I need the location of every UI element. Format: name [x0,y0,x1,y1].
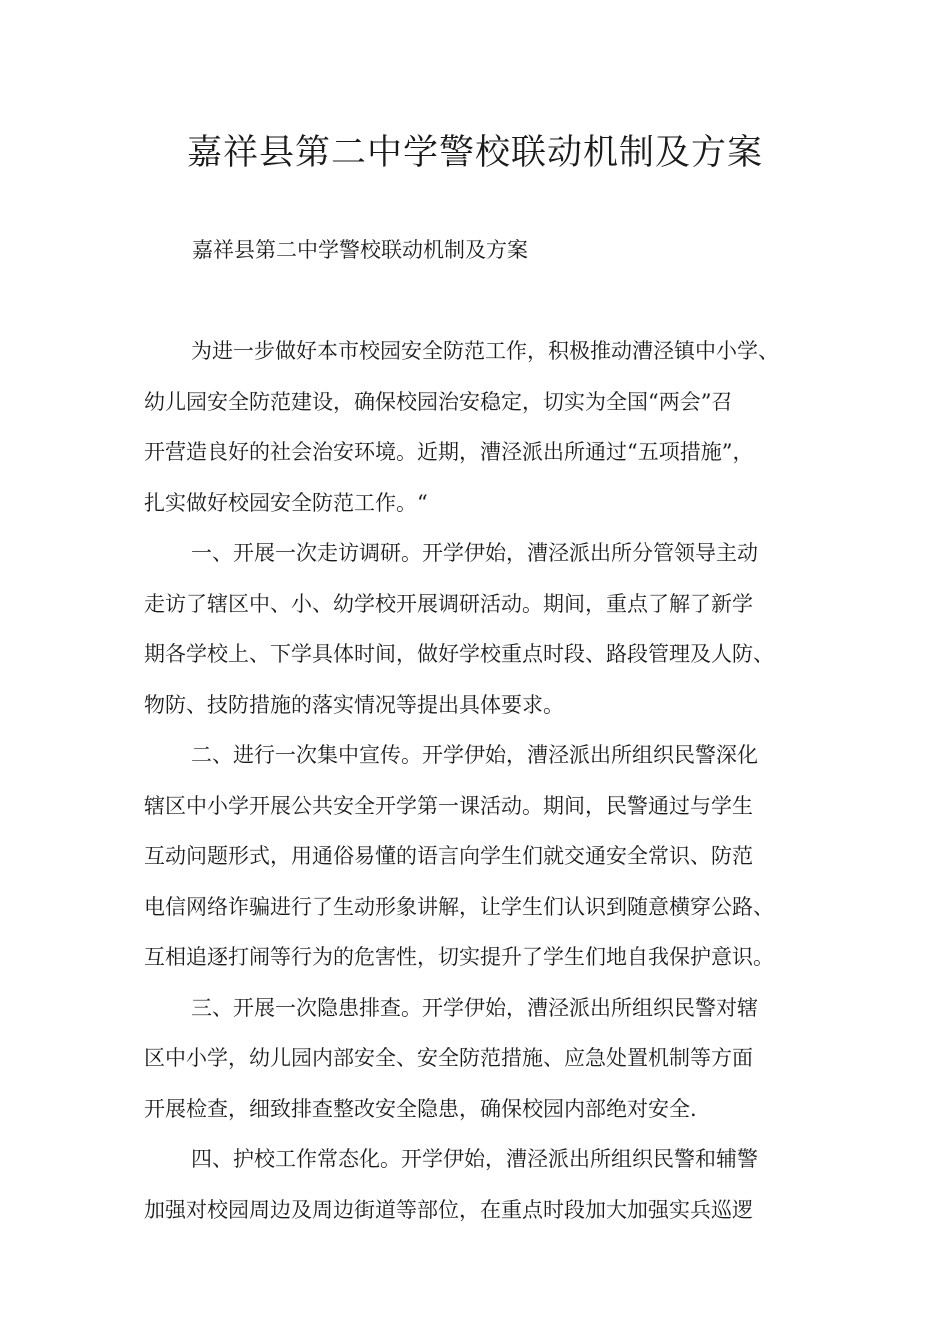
body-line: 区中小学，幼儿园内部安全、安全防范措施、应急处置机制等方面 [144,1046,753,1070]
body-line: 开展检查，细致排查整改安全隐患，确保校园内部绝对安全. [144,1096,697,1121]
body-line: 一、开展一次走访调研。开学伊始，漕泾派出所分管领导主动 [191,541,758,565]
body-line: 幼儿园安全防范建设，确保校园治安稳定，切实为全国“两会”召 [144,389,733,414]
body-line: 扎实做好校园安全防范工作。“ [144,490,428,515]
body-line: 二、进行一次集中宣传。开学伊始，漕泾派出所组织民警深化 [191,743,758,767]
body-line: 四、护校工作常态化。开学伊始，漕泾派出所组织民警和辅警 [191,1147,758,1171]
body-line: 三、开展一次隐患排查。开学伊始，漕泾派出所组织民警对辖 [191,995,758,1020]
body-line: 为进一步做好本市校园安全防范工作，积极推动漕泾镇中小学、 [191,339,779,363]
body-line: 走访了辖区中、小、幼学校开展调研活动。期间，重点了解了新学 [144,591,753,616]
document-title: 嘉祥县第二中学警校联动机制及方案 [186,133,763,173]
body-line: 开营造良好的社会治安环境。近期，漕泾派出所通过“五项措施”， [144,440,754,464]
body-line: 期各学校上、下学具体时间，做好学校重点时段、路段管理及人防、 [144,642,774,666]
body-line: 互动问题形式，用通俗易懂的语言向学生们就交通安全常识、防范 [144,844,753,868]
document-subtitle: 嘉祥县第二中学警校联动机制及方案 [192,238,528,262]
body-line: 辖区中小学开展公共安全开学第一课活动。期间，民警通过与学生 [144,793,753,818]
document-body [144,334,824,1243]
body-line: 电信网络诈骗进行了生动形象讲解，让学生们认识到随意横穿公路、 [144,894,774,919]
body-line: 互相追逐打闹等行为的危害性，切实提升了学生们地自我保护意识。 [144,945,774,969]
body-line: 加强对校园周边及周边街道等部位，在重点时段加大加强实兵巡逻 [144,1197,753,1222]
body-line: 物防、技防措施的落实情况等提出具体要求。 [144,692,564,717]
